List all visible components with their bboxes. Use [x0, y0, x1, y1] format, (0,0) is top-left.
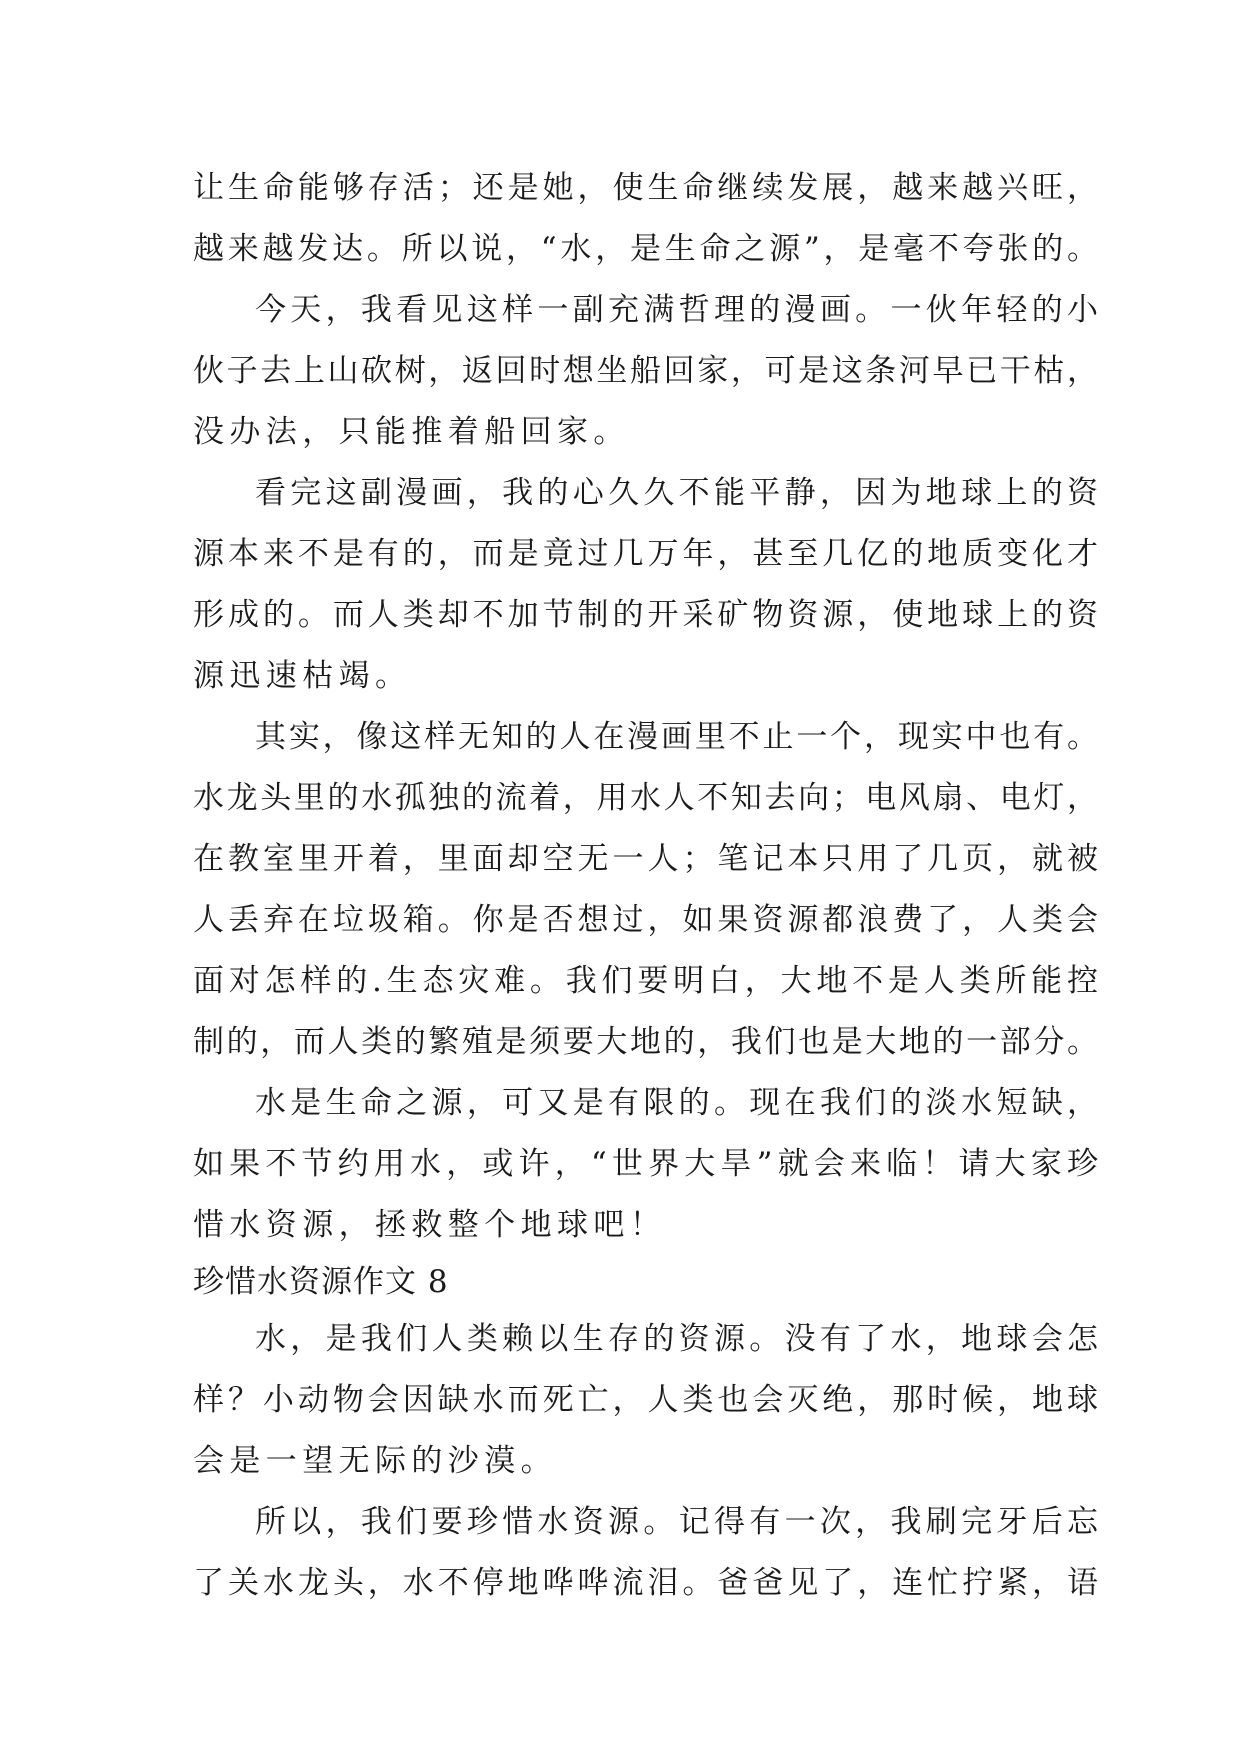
text-line: 源本来不是有的，而是竟过几万年，甚至几亿的地质变化才 [193, 536, 1098, 572]
text-line: 越来越发达。所以说，“水，是生命之源”，是毫不夸张的。 [193, 231, 1098, 267]
text-line: 所以，我们要珍惜水资源。记得有一次，我刷完牙后忘 [255, 1504, 1098, 1540]
text-line: 会是一望无际的沙漠。 [193, 1443, 557, 1479]
text-line: 制的，而人类的繁殖是须要大地的，我们也是大地的一部分。 [193, 1024, 1098, 1060]
text-line: 水龙头里的水孤独的流着，用水人不知去向；电风扇、电灯， [193, 780, 1098, 816]
text-line: 今天，我看见这样一副充满哲理的漫画。一伙年轻的小 [255, 292, 1098, 328]
text-line: 人丢弃在垃圾箱。你是否想过，如果资源都浪费了，人类会 [193, 902, 1098, 938]
text-line: 样？小动物会因缺水而死亡，人类也会灭绝，那时候，地球 [193, 1382, 1098, 1418]
text-line: 惜水资源，拯救整个地球吧！ [193, 1207, 667, 1243]
text-line: 面对怎样的.生态灾难。我们要明白，大地不是人类所能控 [193, 963, 1098, 999]
text-line: 源迅速枯竭。 [193, 658, 412, 694]
text-line: 水是生命之源，可又是有限的。现在我们的淡水短缺， [255, 1085, 1098, 1121]
text-line: 伙子去上山砍树，返回时想坐船回家，可是这条河早已干枯， [193, 353, 1098, 389]
text-line: 其实，像这样无知的人在漫画里不止一个，现实中也有。 [255, 719, 1098, 755]
section-heading: 珍惜水资源作文 8 [193, 1264, 449, 1300]
text-line: 看完这副漫画，我的心久久不能平静，因为地球上的资 [255, 475, 1098, 511]
text-line: 了关水龙头，水不停地哗哗流泪。爸爸见了，连忙拧紧，语 [193, 1565, 1098, 1601]
text-line: 如果不节约用水，或许，“世界大旱”就会来临！请大家珍 [193, 1146, 1098, 1182]
text-line: 没办法，只能推着船回家。 [193, 414, 630, 450]
essay-body [193, 158, 1098, 1614]
text-line: 形成的。而人类却不加节制的开采矿物资源，使地球上的资 [193, 597, 1098, 633]
text-line: 让生命能够存活；还是她，使生命继续发展，越来越兴旺， [193, 170, 1098, 206]
text-line: 水，是我们人类赖以生存的资源。没有了水，地球会怎 [255, 1321, 1098, 1357]
text-line: 在教室里开着，里面却空无一人；笔记本只用了几页，就被 [193, 841, 1098, 877]
